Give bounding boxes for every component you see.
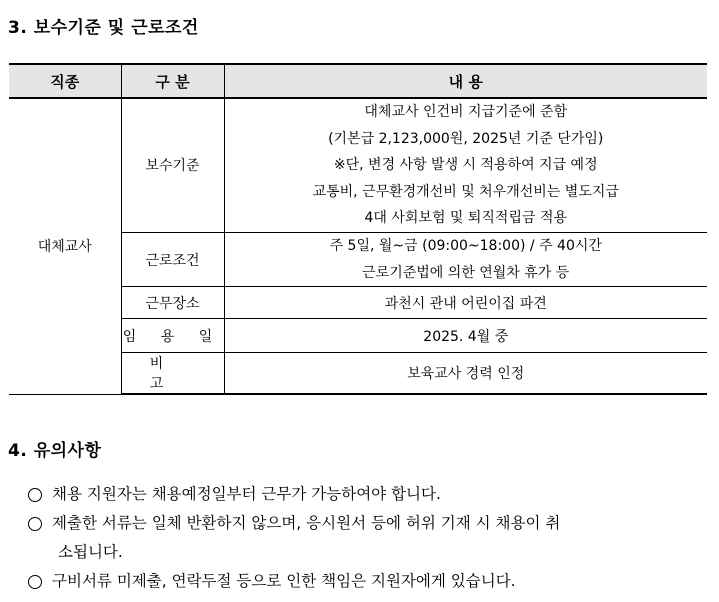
note-text: 제출한 서류는 일체 반환하지 않으며, 응시원서 등에 허위 기재 시 채용이 취 (52, 514, 561, 532)
header-category: 구 분 (121, 64, 224, 98)
header-job-type: 직종 (9, 64, 121, 98)
row-content-conditions (224, 232, 707, 286)
content-line: 근로기준법에 의한 연월차 휴가 등 (362, 264, 570, 281)
row-label-start-date: 임 용 일 (121, 319, 224, 353)
table-row (9, 98, 707, 232)
content-line: 교통비, 근무환경개선비 및 처우개선비는 별도지급 (312, 183, 619, 200)
job-type-cell: 대체교사 (9, 98, 121, 394)
content-line: 대체교사 인건비 지급기준에 준함 (364, 104, 568, 120)
content-line: (기본급 2,123,000원, 2025년 기준 단가임) (328, 130, 604, 147)
row-content-location: 과천시 관내 어린이집 파견 (224, 287, 707, 319)
row-content-start-date: 2025. 4월 중 (224, 319, 707, 353)
row-content-pay (224, 98, 707, 232)
row-label-remarks: 비 고 (121, 353, 224, 395)
circle-bullet-icon (28, 517, 42, 531)
list-item (28, 509, 718, 567)
row-label-conditions: 근로조건 (121, 232, 224, 286)
circle-bullet-icon (28, 575, 42, 589)
content-line: 주 5일, 월~금 (09:00~18:00) / 주 40시간 (329, 237, 602, 254)
row-label-location: 근무장소 (121, 287, 224, 319)
note-text: 채용 지원자는 채용예정일부터 근무가 가능하여야 합니다. (52, 485, 441, 503)
row-label-pay: 보수기준 (121, 98, 224, 232)
content-line: 4대 사회보험 및 퇴직적립금 적용 (364, 210, 568, 227)
section-3-heading: 3. 보수기준 및 근로조건 (8, 18, 199, 38)
row-content-remarks: 보육교사 경력 인정 (224, 353, 707, 395)
note-text: 구비서류 미제출, 연락두절 등으로 인한 책임은 지원자에게 있습니다. (52, 572, 516, 590)
section-4-heading: 4. 유의사항 (8, 441, 102, 461)
table-header-row (9, 64, 707, 98)
note-text-continuation: 소됩니다. (58, 543, 123, 561)
list-item (28, 567, 718, 596)
content-line: ※단, 변경 사항 발생 시 적용하여 지급 예정 (333, 157, 598, 174)
pay-and-conditions-table (9, 63, 707, 395)
notes-list (28, 480, 718, 596)
list-item (28, 480, 718, 509)
circle-bullet-icon (28, 488, 42, 502)
header-content: 내 용 (224, 64, 707, 98)
